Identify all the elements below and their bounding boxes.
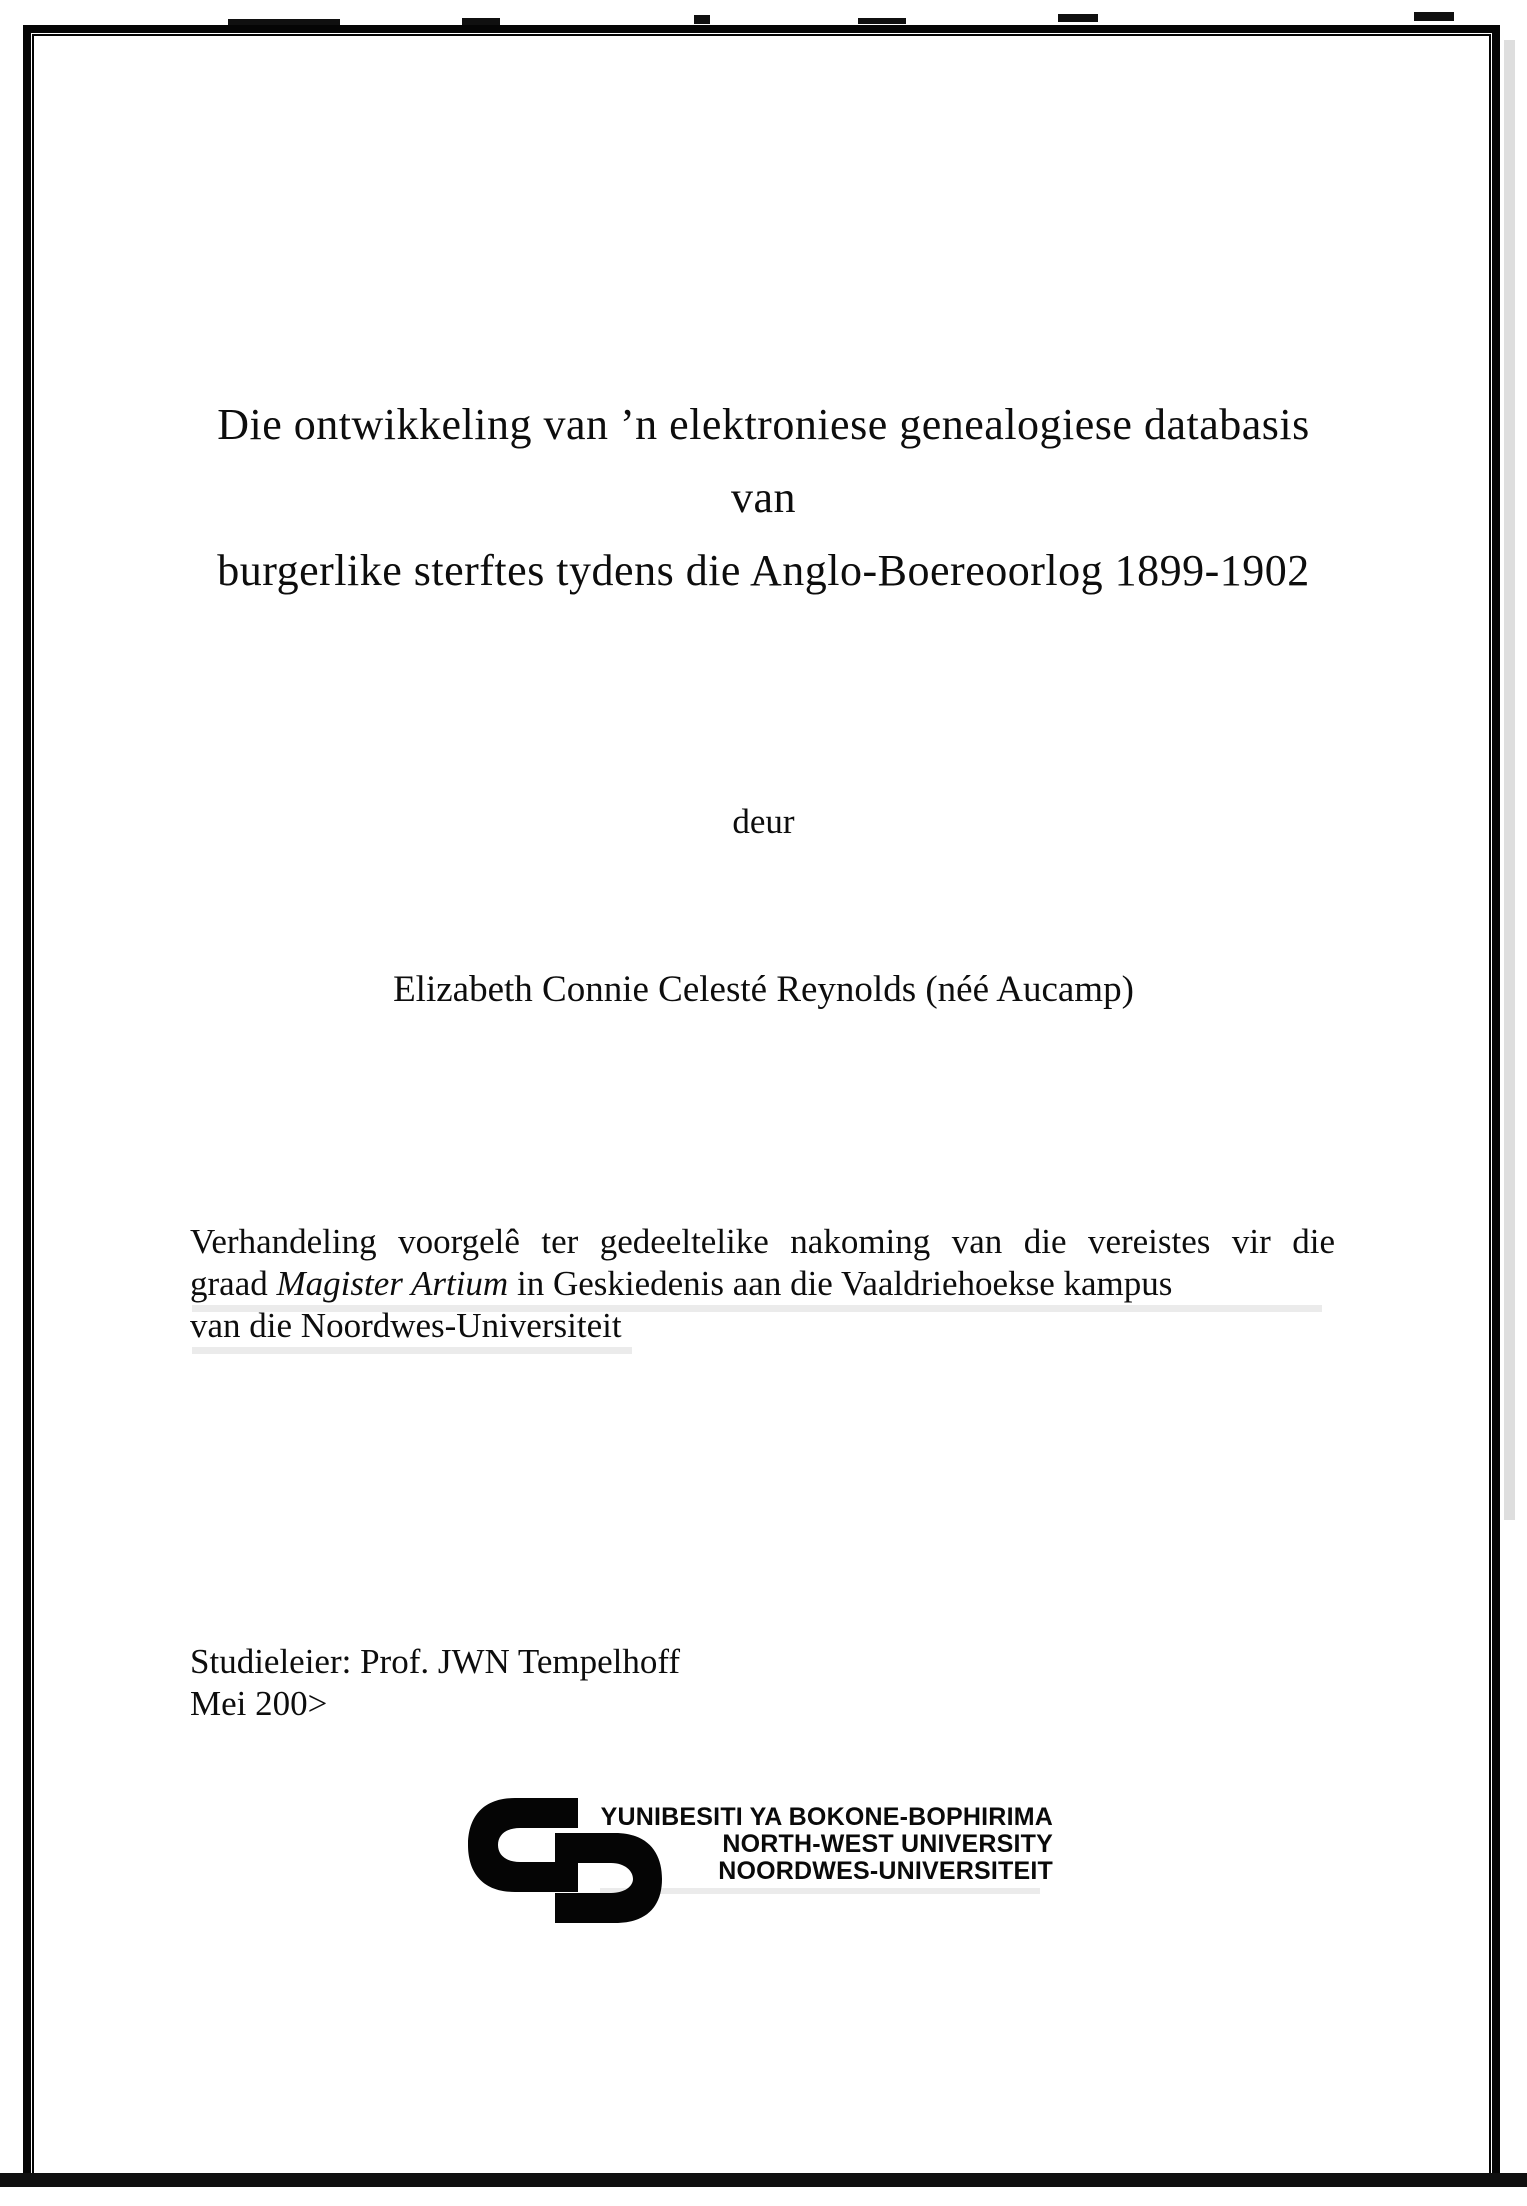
degree-statement [190, 1221, 1335, 1347]
degree-statement-line2 [190, 1263, 1335, 1305]
thesis-title-line2: burgerlike sterftes tydens die Anglo-Boereoorlog 1899-1902 [217, 546, 1310, 595]
degree-statement-line1: Verhandeling voorgelê ter gedeeltelike nakoming van die vereistes vir die [190, 1222, 1335, 1261]
supervisor-line: Studieleier: Prof. JWN Tempelhoff [190, 1642, 681, 1681]
degree-statement-line2-post: in Geskiedenis aan die Vaaldriehoekse kampus [508, 1264, 1173, 1303]
nwu-logo-text [573, 1804, 1053, 1885]
scan-artifact [192, 1347, 632, 1354]
author-name: Elizabeth Connie Celesté Reynolds (néé Aucamp) [393, 969, 1134, 1010]
degree-statement-line3: van die Noordwes-Universiteit [190, 1306, 622, 1345]
degree-name: Magister Artium [276, 1264, 509, 1303]
scan-artifact [1058, 14, 1098, 22]
scan-artifact [1414, 12, 1454, 21]
degree-statement-line2-pre: graad [190, 1264, 277, 1303]
date-line: Mei 200> [190, 1684, 328, 1723]
scan-artifact [228, 19, 340, 25]
scan-artifact [600, 1888, 1040, 1894]
supervisor-block [190, 1641, 680, 1725]
byline: deur [732, 802, 795, 841]
thesis-title [190, 388, 1337, 607]
scan-artifact [192, 1305, 1322, 1312]
nwu-logo-line3: NOORDWES-UNIVERSITEIT [718, 1857, 1053, 1885]
scan-artifact [462, 18, 500, 25]
scan-artifact [694, 15, 710, 24]
thesis-title-line1: Die ontwikkeling van ’n elektroniese genealogiese databasis van [217, 400, 1310, 522]
nwu-logo-line2: NORTH-WEST UNIVERSITY [722, 1830, 1053, 1858]
scan-artifact [1504, 40, 1515, 1520]
scan-artifact [0, 2173, 1527, 2187]
scan-artifact [858, 18, 906, 24]
nwu-logo-line1: YUNIBESITI YA BOKONE-BOPHIRIMA [600, 1803, 1053, 1831]
